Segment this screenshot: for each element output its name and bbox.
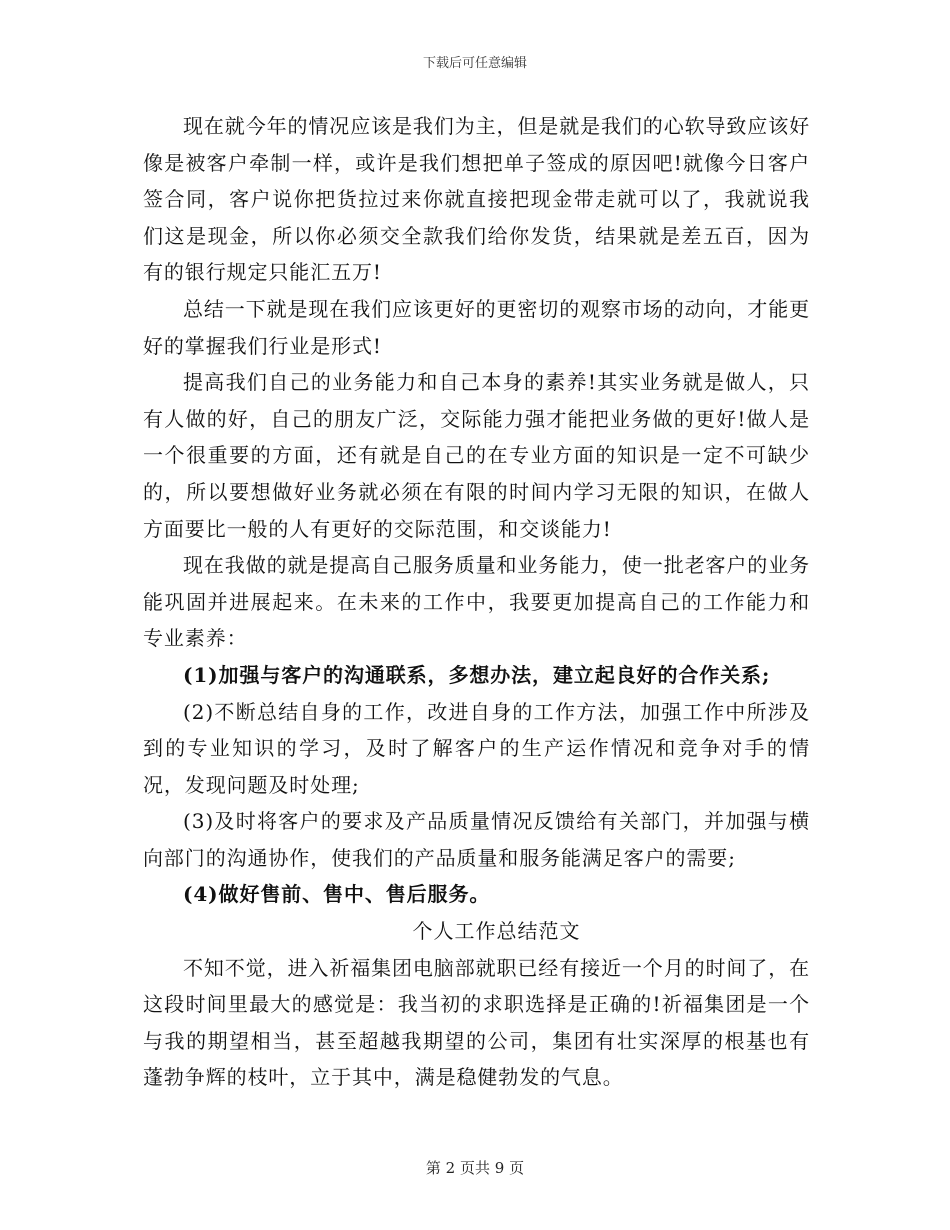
paragraph-improve-ability: 提高我们自己的业务能力和自己本身的素养!其实业务就是做人，只有人做的好，自己的朋友广泛，交际能力强才能把业务做的更好!做人是一个很重要的方面，还有就是自己的在专业方面的知识是一定不可缺少的，所以要想做好业务就必须在有限的时间内学习无限的知识，在做人方面要比一般的人有更好的交际范围，和交谈能力!: [143, 370, 810, 541]
paragraph-current-situation: 现在就今年的情况应该是我们为主，但是就是我们的心软导致应该好像是被客户牵制一样，或许是我们想把单子签成的原因吧!就像今日客户签合同，客户说你把货拉过来你就直接把现金带走就可以了，我就说我们这是现金，所以你必须交全款我们给你发货，结果就是差五百，因为有的银行规定只能汇五万!: [143, 114, 810, 285]
document-body: [143, 108, 810, 1096]
list-item-1: (1)加强与客户的沟通联系，多想办法，建立起良好的合作关系;: [183, 662, 771, 687]
list-item-4: (4)做好售前、售中、售后服务。: [183, 882, 491, 907]
list-item-3: (3)及时将客户的要求及产品质量情况反馈给有关部门，并加强与横向部门的沟通协作，使我们的产品质量和服务能满足客户的需要;: [143, 809, 810, 870]
section-title: 个人工作总结范文: [412, 919, 581, 944]
page-footer: 第 2 页共 9 页: [425, 1159, 525, 1177]
paragraph-future-work: 现在我做的就是提高自己服务质量和业务能力，使一批老客户的业务能巩固并进展起来。在未来的工作中，我要更加提高自己的工作能力和专业素养：: [143, 553, 810, 651]
paragraph-summary: 总结一下就是现在我们应该更好的更密切的观察市场的动向，才能更好的掌握我们行业是形式!: [143, 296, 810, 358]
paragraph-intro: 不知不觉，进入祈福集团电脑部就职已经有接近一个月的时间了，在这段时间里最大的感觉是：我当初的求职选择是正确的!祈福集团是一个与我的期望相当，甚至超越我期望的公司，集团有壮实深厚的根基也有蓬勃争辉的枝叶，立于其中，满是稳健勃发的气息。: [143, 955, 810, 1090]
list-item-2: (2)不断总结自身的工作，改进自身的工作方法，加强工作中所涉及到的专业知识的学习，及时了解客户的生产运作情况和竞争对手的情况，发现问题及时处理;: [143, 699, 810, 797]
page-header: 下载后可任意编辑: [422, 56, 527, 71]
